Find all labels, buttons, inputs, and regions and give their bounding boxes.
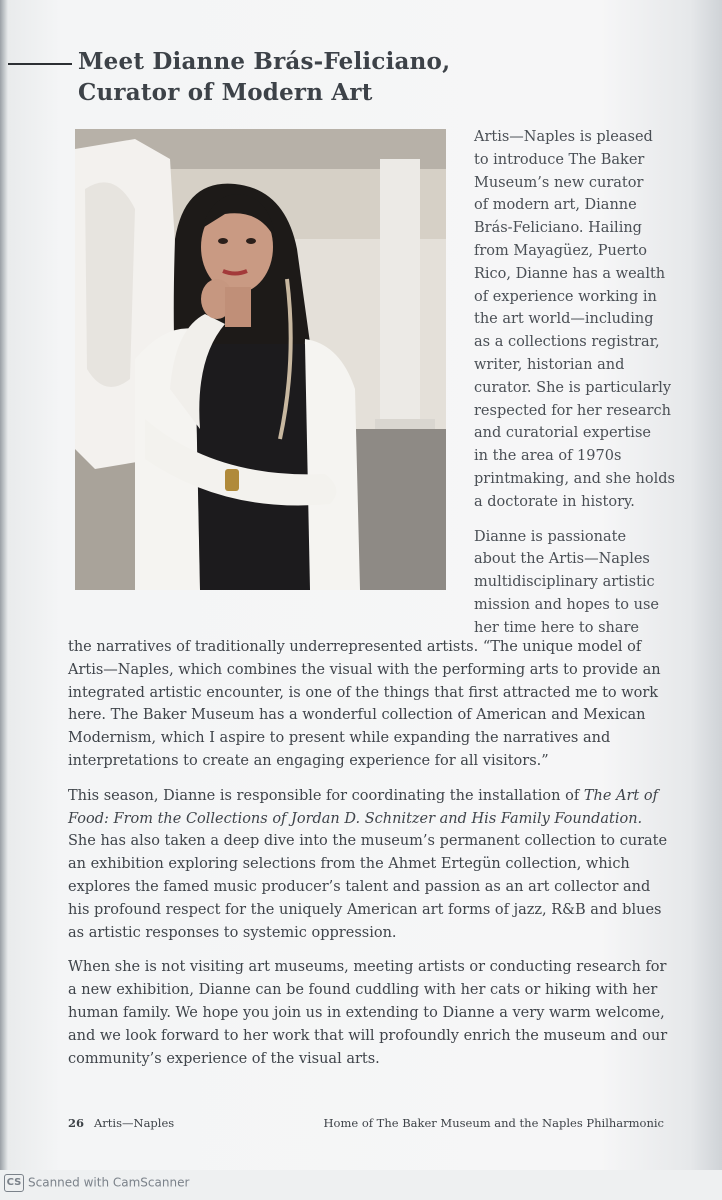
scanner-watermark bbox=[4, 1174, 189, 1194]
footer-tagline: Home of The Baker Museum and the Naples Philharmonic bbox=[323, 1116, 664, 1130]
season-text-pre: This season, Dianne is responsible for coordinating the installation of bbox=[68, 787, 584, 804]
page-title bbox=[78, 46, 638, 108]
passion-line: about the Artis—Naples bbox=[474, 551, 650, 568]
intro-line: writer, historian and bbox=[474, 356, 625, 373]
title-line-2: Curator of Modern Art bbox=[78, 79, 373, 106]
exhibition-title: The Art of Food: From the Collections of Jordan D. Schnitzer and His Family Foundation. bbox=[68, 787, 658, 827]
intro-line: Rico, Dianne has a wealth bbox=[474, 265, 666, 282]
passion-line: multidisciplinary artistic bbox=[474, 574, 655, 591]
intro-line: the art world—including bbox=[474, 311, 654, 328]
publication-name: Artis—Naples bbox=[94, 1116, 175, 1130]
passion-paragraph bbox=[474, 526, 684, 640]
article-body bbox=[68, 636, 668, 1082]
heading-rule bbox=[8, 63, 72, 65]
body-paragraph-closing: When she is not visiting art museums, meeting artists or conducting research for a new exhibition, Dianne can be found cuddling with her cats or hiking with her human family. We hope you join us in extending to Dianne a very warm welcome, and we look forward to her work that will profoundly enrich the museum and our community’s experience of the visual arts. bbox=[68, 959, 668, 1067]
camscanner-icon: CS bbox=[4, 1174, 24, 1192]
intro-line: of experience working in bbox=[474, 288, 657, 305]
intro-line: Brás-Feliciano. Hailing bbox=[474, 220, 642, 237]
intro-line: Museum’s new curator bbox=[474, 174, 644, 191]
passion-line: her time here to share bbox=[474, 619, 640, 636]
intro-line: a doctorate in history. bbox=[474, 493, 635, 510]
side-column bbox=[474, 126, 684, 652]
passion-line: Dianne is passionate bbox=[474, 528, 627, 545]
page-number: 26 bbox=[68, 1116, 85, 1130]
intro-line: and curatorial expertise bbox=[474, 425, 651, 442]
page-footer bbox=[68, 1116, 668, 1134]
passion-line: mission and hopes to use bbox=[474, 596, 659, 613]
intro-line: of modern art, Dianne bbox=[474, 197, 637, 214]
intro-line: to introduce The Baker bbox=[474, 151, 645, 168]
intro-line: printmaking, and she holds bbox=[474, 470, 675, 487]
season-text-post: She has also taken a deep dive into the museum’s permanent collection to curate an exhibition exploring selections from the Ahmet Ertegün collection, which explores the famed music producer’s talent and passion as an art collector and his profound respect for the uniquely American art forms of jazz, R&B and blues as artistic responses to systemic oppression. bbox=[68, 833, 668, 941]
scanner-label: Scanned with CamScanner bbox=[28, 1175, 190, 1190]
body-paragraph-quote: the narratives of traditionally underrepresented artists. “The unique model of Artis—Naples, which combines the visual with the performing arts to provide an integrated artistic encounter, is one of the things that first attracted me to work here. The Baker Museum has a wonderful collection of American and Mexican Modernism, which I aspire to present while expanding the narratives and interpretations to create an engaging experience for all visitors.” bbox=[68, 639, 661, 769]
portrait-photo bbox=[75, 129, 446, 590]
body-paragraph-season bbox=[68, 785, 668, 945]
intro-line: Artis—Naples is pleased bbox=[474, 129, 653, 145]
intro-paragraph bbox=[474, 126, 684, 514]
intro-line: curator. She is particularly bbox=[474, 379, 672, 396]
portrait-illustration bbox=[75, 129, 446, 590]
intro-line: respected for her research bbox=[474, 402, 671, 419]
intro-line: in the area of 1970s bbox=[474, 448, 622, 465]
title-line-1: Meet Dianne Brás-Feliciano, bbox=[78, 48, 451, 75]
intro-line: from Mayagüez, Puerto bbox=[474, 242, 647, 259]
intro-line: as a collections registrar, bbox=[474, 334, 660, 351]
